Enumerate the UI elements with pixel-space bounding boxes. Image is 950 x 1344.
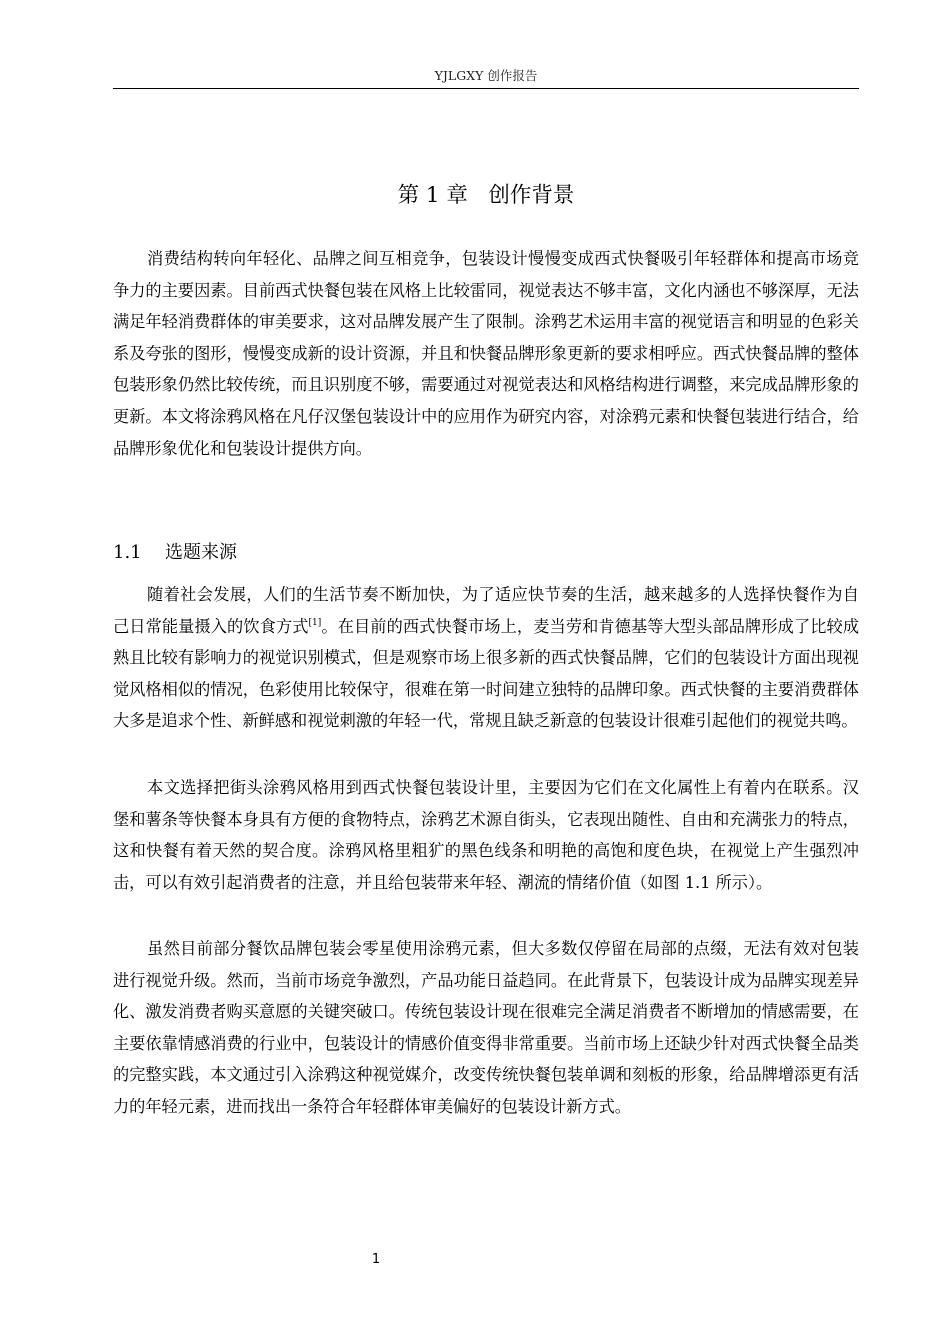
paragraph-intro: 消费结构转向年轻化、品牌之间互相竞争，包装设计慢慢变成西式快餐吸引年轻群体和提高市场竞争力的主要因素。目前西式快餐包装在风格上比较雷同，视觉表达不够丰富，文化内涵也不够深厚，无法满足年轻消费群体的审美要求，这对品牌发展产生了限制。涂鸦艺术运用丰富的视觉语言和明显的色彩关系及夸张的图形，慢慢变成新的设计资源，并且和快餐品牌形象更新的要求相呼应。西式快餐品牌的整体包装形象仍然比较传统，而且识别度不够，需要通过对视觉表达和风格结构进行调整，来完成品牌形象的更新。本文将涂鸦风格在凡仔汉堡包装设计中的应用作为研究内容，对涂鸦元素和快餐包装进行结合，给品牌形象优化和包装设计提供方向。 [113, 249, 859, 458]
paragraph-topic-source-3: 虽然目前部分餐饮品牌包装会零星使用涂鸦元素，但大多数仅停留在局部的点缀，无法有效对包装进行视觉升级。然而，当前市场竞争激烈，产品功能日益趋同。在此背景下，包装设计成为品牌实现差异化、激发消费者购买意愿的关键突破口。传统包装设计现在很难完全满足消费者不断增加的情感需要，在主要依靠情感消费的行业中，包装设计的情感价值变得非常重要。当前市场上还缺少针对西式快餐全品类的完整实践，本文通过引入涂鸦这种视觉媒介，改变传统快餐包装单调和刻板的形象，给品牌增添更有活力的年轻元素，进而找出一条符合年轻群体审美偏好的包装设计新方式。 [113, 939, 859, 1116]
citation-marker[interactable]: [1] [308, 617, 322, 628]
section-title: 选题来源 [165, 542, 237, 563]
running-header: YJLGXY 创作报告 [434, 68, 538, 83]
page-number: 1 [371, 1252, 381, 1267]
chapter-title: 第 1 章 创作背景 [397, 183, 575, 208]
section-heading [113, 538, 237, 564]
paragraph-text: 。在目前的西式快餐市场上，麦当劳和肯德基等大型头部品牌形成了比较成熟且比较有影响力的视觉识别模式，但是观察市场上很多新的西式快餐品牌，它们的包装设计方面出现视觉风格相似的情况，色彩使用比较保守，很难在第一时间建立独特的品牌印象。西式快餐的主要消费群体大多是追求个性、新鲜感和视觉刺激的年轻一代，常规且缺乏新意的包装设计很难引起他们的视觉共鸣。 [113, 616, 860, 731]
section-number: 1.1 [113, 542, 142, 563]
paragraph-topic-source-1 [113, 579, 859, 737]
header-rule [113, 88, 859, 89]
paragraph-text: 随着社会发展，人们的生活节奏不断加快，为了适应快节奏的生活，越来越多的人选择快餐作为自己日常能量摄入的饮食方式 [113, 585, 859, 636]
paragraph-topic-source-2: 本文选择把街头涂鸦风格用到西式快餐包装设计里，主要因为它们在文化属性上有着内在联系。汉堡和薯条等快餐本身具有方便的食物特点，涂鸦艺术源自街头，它表现出随性、自由和充满张力的特点，这和快餐有着天然的契合度。涂鸦风格里粗犷的黑色线条和明艳的高饱和度色块，在视觉上产生强烈冲击，可以有效引起消费者的注意，并且给包装带来年轻、潮流的情绪价值（如图 1.1 所示）。 [113, 778, 859, 892]
